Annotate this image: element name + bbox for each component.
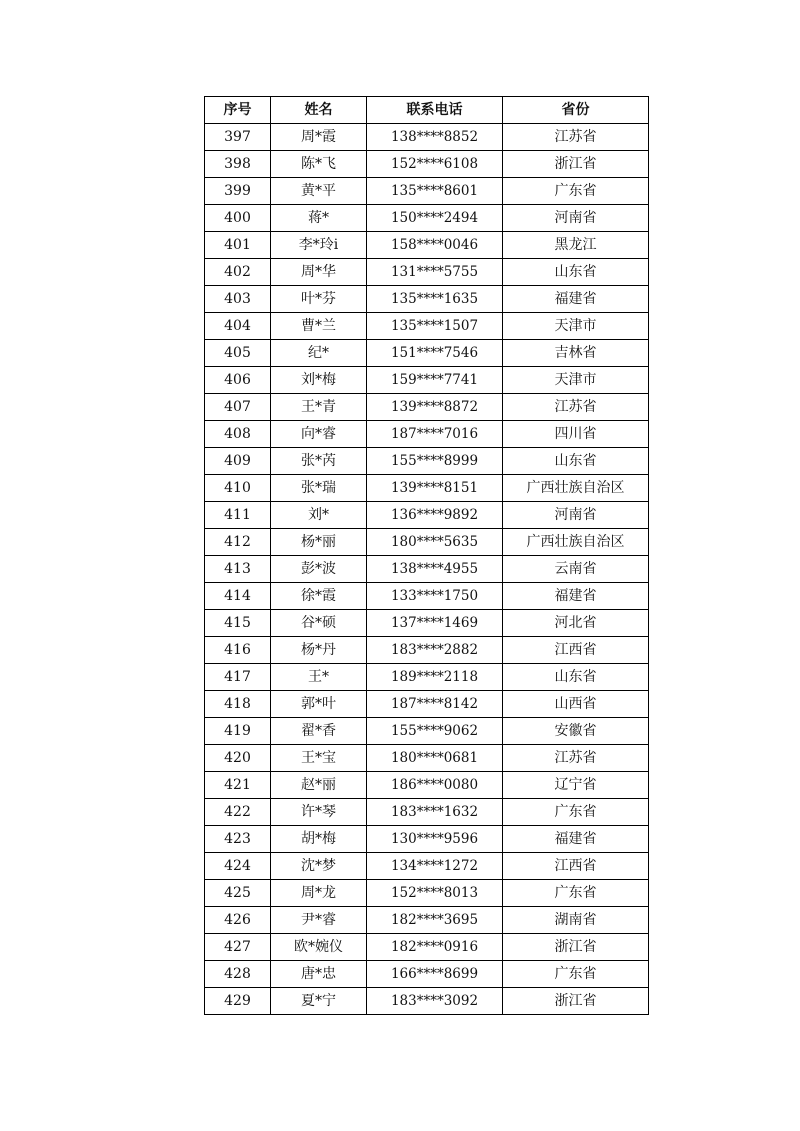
cell-index: 417 xyxy=(205,664,271,691)
cell-index: 408 xyxy=(205,421,271,448)
cell-index: 404 xyxy=(205,313,271,340)
cell-phone: 182****3695 xyxy=(367,907,503,934)
cell-index: 407 xyxy=(205,394,271,421)
cell-province: 天津市 xyxy=(503,313,649,340)
table-row xyxy=(205,934,649,961)
cell-province: 浙江省 xyxy=(503,988,649,1015)
cell-phone: 183****3092 xyxy=(367,988,503,1015)
cell-phone: 183****2882 xyxy=(367,637,503,664)
cell-index: 410 xyxy=(205,475,271,502)
table-row xyxy=(205,799,649,826)
cell-name: 陈*飞 xyxy=(271,151,367,178)
cell-phone: 136****9892 xyxy=(367,502,503,529)
cell-name: 夏*宁 xyxy=(271,988,367,1015)
cell-phone: 166****8699 xyxy=(367,961,503,988)
cell-province: 山东省 xyxy=(503,664,649,691)
cell-phone: 182****0916 xyxy=(367,934,503,961)
cell-index: 401 xyxy=(205,232,271,259)
cell-phone: 133****1750 xyxy=(367,583,503,610)
cell-province: 广西壮族自治区 xyxy=(503,475,649,502)
table-row xyxy=(205,772,649,799)
cell-name: 郭*叶 xyxy=(271,691,367,718)
cell-index: 424 xyxy=(205,853,271,880)
cell-phone: 189****2118 xyxy=(367,664,503,691)
cell-phone: 152****6108 xyxy=(367,151,503,178)
cell-index: 406 xyxy=(205,367,271,394)
cell-province: 浙江省 xyxy=(503,151,649,178)
cell-phone: 139****8872 xyxy=(367,394,503,421)
cell-index: 402 xyxy=(205,259,271,286)
cell-index: 409 xyxy=(205,448,271,475)
cell-name: 赵*丽 xyxy=(271,772,367,799)
table-row xyxy=(205,367,649,394)
cell-name: 欧*婉仪 xyxy=(271,934,367,961)
cell-phone: 131****5755 xyxy=(367,259,503,286)
table-row xyxy=(205,475,649,502)
table-row xyxy=(205,421,649,448)
cell-index: 414 xyxy=(205,583,271,610)
cell-index: 425 xyxy=(205,880,271,907)
table-row xyxy=(205,232,649,259)
cell-name: 曹*兰 xyxy=(271,313,367,340)
cell-name: 周*霞 xyxy=(271,124,367,151)
cell-phone: 183****1632 xyxy=(367,799,503,826)
cell-index: 428 xyxy=(205,961,271,988)
cell-name: 杨*丹 xyxy=(271,637,367,664)
cell-index: 419 xyxy=(205,718,271,745)
cell-name: 王*宝 xyxy=(271,745,367,772)
cell-province: 河南省 xyxy=(503,205,649,232)
table-header xyxy=(205,97,649,124)
cell-province: 河北省 xyxy=(503,610,649,637)
cell-name: 王*青 xyxy=(271,394,367,421)
cell-phone: 186****0080 xyxy=(367,772,503,799)
cell-name: 向*睿 xyxy=(271,421,367,448)
cell-province: 江西省 xyxy=(503,637,649,664)
cell-name: 尹*睿 xyxy=(271,907,367,934)
table-row xyxy=(205,151,649,178)
cell-province: 辽宁省 xyxy=(503,772,649,799)
cell-index: 403 xyxy=(205,286,271,313)
table-row xyxy=(205,745,649,772)
cell-province: 广东省 xyxy=(503,880,649,907)
cell-province: 河南省 xyxy=(503,502,649,529)
cell-name: 沈*梦 xyxy=(271,853,367,880)
cell-phone: 151****7546 xyxy=(367,340,503,367)
cell-province: 江苏省 xyxy=(503,394,649,421)
cell-province: 吉林省 xyxy=(503,340,649,367)
cell-phone: 180****0681 xyxy=(367,745,503,772)
table-row xyxy=(205,529,649,556)
cell-name: 刘*梅 xyxy=(271,367,367,394)
cell-province: 江苏省 xyxy=(503,745,649,772)
table-body xyxy=(205,124,649,1015)
table-row xyxy=(205,826,649,853)
cell-province: 山西省 xyxy=(503,691,649,718)
cell-province: 云南省 xyxy=(503,556,649,583)
cell-province: 安徽省 xyxy=(503,718,649,745)
table-row xyxy=(205,583,649,610)
cell-province: 福建省 xyxy=(503,826,649,853)
cell-province: 福建省 xyxy=(503,583,649,610)
cell-name: 周*龙 xyxy=(271,880,367,907)
cell-phone: 180****5635 xyxy=(367,529,503,556)
cell-index: 421 xyxy=(205,772,271,799)
cell-name: 刘* xyxy=(271,502,367,529)
header-province: 省份 xyxy=(503,97,649,124)
cell-name: 王* xyxy=(271,664,367,691)
cell-province: 山东省 xyxy=(503,448,649,475)
cell-province: 四川省 xyxy=(503,421,649,448)
table-row xyxy=(205,961,649,988)
cell-name: 张*瑞 xyxy=(271,475,367,502)
cell-name: 胡*梅 xyxy=(271,826,367,853)
table-row xyxy=(205,394,649,421)
cell-index: 427 xyxy=(205,934,271,961)
table-row xyxy=(205,691,649,718)
cell-province: 山东省 xyxy=(503,259,649,286)
cell-index: 412 xyxy=(205,529,271,556)
cell-index: 429 xyxy=(205,988,271,1015)
header-name: 姓名 xyxy=(271,97,367,124)
table-row xyxy=(205,205,649,232)
header-index: 序号 xyxy=(205,97,271,124)
table-row xyxy=(205,880,649,907)
cell-phone: 134****1272 xyxy=(367,853,503,880)
table-row xyxy=(205,313,649,340)
table-row xyxy=(205,178,649,205)
cell-phone: 135****8601 xyxy=(367,178,503,205)
table-row xyxy=(205,637,649,664)
cell-phone: 137****1469 xyxy=(367,610,503,637)
cell-index: 416 xyxy=(205,637,271,664)
table-row xyxy=(205,259,649,286)
cell-phone: 159****7741 xyxy=(367,367,503,394)
table-row xyxy=(205,907,649,934)
cell-phone: 135****1507 xyxy=(367,313,503,340)
table-row xyxy=(205,340,649,367)
table-row xyxy=(205,286,649,313)
cell-name: 徐*霞 xyxy=(271,583,367,610)
header-phone: 联系电话 xyxy=(367,97,503,124)
header-row xyxy=(205,97,649,124)
cell-phone: 155****9062 xyxy=(367,718,503,745)
table-row xyxy=(205,718,649,745)
table-row xyxy=(205,556,649,583)
cell-phone: 155****8999 xyxy=(367,448,503,475)
cell-phone: 135****1635 xyxy=(367,286,503,313)
table-row xyxy=(205,664,649,691)
cell-index: 426 xyxy=(205,907,271,934)
cell-province: 广东省 xyxy=(503,961,649,988)
cell-name: 唐*忠 xyxy=(271,961,367,988)
cell-index: 420 xyxy=(205,745,271,772)
cell-name: 彭*波 xyxy=(271,556,367,583)
cell-index: 415 xyxy=(205,610,271,637)
cell-phone: 152****8013 xyxy=(367,880,503,907)
cell-index: 400 xyxy=(205,205,271,232)
cell-phone: 138****8852 xyxy=(367,124,503,151)
cell-index: 398 xyxy=(205,151,271,178)
table-row xyxy=(205,610,649,637)
table-row xyxy=(205,124,649,151)
cell-name: 杨*丽 xyxy=(271,529,367,556)
cell-province: 福建省 xyxy=(503,286,649,313)
cell-index: 423 xyxy=(205,826,271,853)
cell-province: 广西壮族自治区 xyxy=(503,529,649,556)
cell-name: 李*玲i xyxy=(271,232,367,259)
cell-province: 江西省 xyxy=(503,853,649,880)
cell-index: 397 xyxy=(205,124,271,151)
cell-phone: 150****2494 xyxy=(367,205,503,232)
contact-table xyxy=(204,96,649,1015)
cell-name: 纪* xyxy=(271,340,367,367)
cell-phone: 138****4955 xyxy=(367,556,503,583)
cell-name: 叶*芬 xyxy=(271,286,367,313)
cell-province: 江苏省 xyxy=(503,124,649,151)
table-row xyxy=(205,988,649,1015)
cell-index: 422 xyxy=(205,799,271,826)
cell-name: 谷*硕 xyxy=(271,610,367,637)
table-row xyxy=(205,853,649,880)
cell-phone: 187****7016 xyxy=(367,421,503,448)
cell-name: 黄*平 xyxy=(271,178,367,205)
cell-index: 413 xyxy=(205,556,271,583)
cell-phone: 130****9596 xyxy=(367,826,503,853)
cell-province: 湖南省 xyxy=(503,907,649,934)
cell-index: 411 xyxy=(205,502,271,529)
cell-name: 张*芮 xyxy=(271,448,367,475)
cell-name: 周*华 xyxy=(271,259,367,286)
cell-phone: 139****8151 xyxy=(367,475,503,502)
cell-phone: 158****0046 xyxy=(367,232,503,259)
cell-index: 418 xyxy=(205,691,271,718)
cell-province: 广东省 xyxy=(503,178,649,205)
cell-phone: 187****8142 xyxy=(367,691,503,718)
table-row xyxy=(205,502,649,529)
cell-province: 黑龙江 xyxy=(503,232,649,259)
cell-index: 399 xyxy=(205,178,271,205)
cell-province: 天津市 xyxy=(503,367,649,394)
cell-name: 许*琴 xyxy=(271,799,367,826)
cell-name: 翟*香 xyxy=(271,718,367,745)
cell-province: 广东省 xyxy=(503,799,649,826)
table-row xyxy=(205,448,649,475)
cell-province: 浙江省 xyxy=(503,934,649,961)
cell-index: 405 xyxy=(205,340,271,367)
cell-name: 蒋* xyxy=(271,205,367,232)
